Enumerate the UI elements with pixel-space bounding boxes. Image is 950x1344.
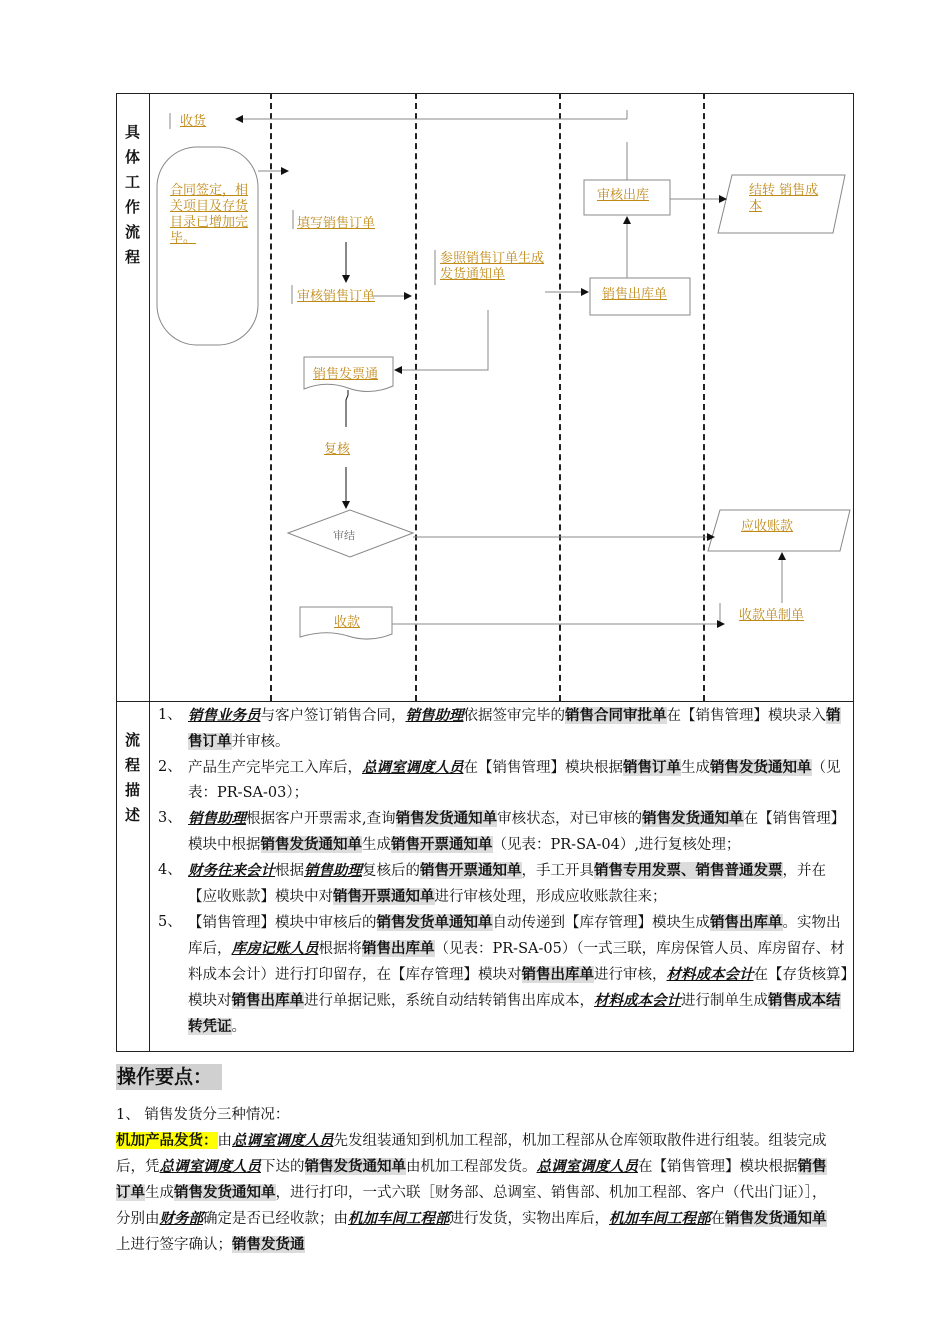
node-receipt-doc: 收款单制单 <box>739 608 805 623</box>
description-side-label: 流 程 描 述 <box>124 731 140 824</box>
list-item: 3、 销售助理根据客户开票需求,查询销售发货通知单审核状态，对已审核的销售发货通知单在【销售管理】模块中根据销售发货通知单生成销售开票通知单（见表：PR-SA-04）,进行复核处理； <box>158 810 846 853</box>
node-fill-order: 填写销售订单 <box>297 216 376 231</box>
section-title: 操作要点： <box>116 1064 222 1090</box>
node-audit-outbound: 审核出库 <box>597 188 650 203</box>
list-item: 1、 销售业务员与客户签订销售合同，销售助理依据签审完毕的销售合同审批单在【销售管理】模块录入销售订单并审核。 <box>158 707 841 750</box>
workflow-side-label: 具 体 工 作 流 程 <box>124 123 140 266</box>
node-receivable: 应收账款 <box>741 519 794 534</box>
list-item: 5、 【销售管理】模块中审核后的销售发货单通知单自动传递到【库存管理】模块生成销售出库单。实物出库后，库房记账人员根据将销售出库单（见表：PR-SA-05）（一式三联，库房保管人员、库房留存、材料成本会计）进行打印留存，在【库存管理】模块对销售出库单进行审核，材料成本会计在【存货核算】模块对销售出库单进行单据记账，系统自动结转销售出库成本，材料成本会计进行制单生成销售成本结转凭证。 <box>158 914 848 1035</box>
operation-notes <box>116 1102 838 1258</box>
paragraph: 1、 销售发货分三种情况： <box>116 1107 290 1123</box>
paragraph: 机加产品发货：由总调室调度人员先发组装通知到机加工程部，机加工程部从仓库领取散件进行组装。组装完成后，凭总调室调度人员下达的销售发货通知单由机加工程部发货。总调室调度人员在【销售管理】模块根据销售订单生成销售发货通知单，进行打印，一式六联［财务部、总调室、销售部、机加工程部、客户（代出门证）］，分别由财务部确定是否已经收款；由机加车间工程部进行发货，实物出库后，机加车间工程部在销售发货通知单上进行签字确认；销售发货通 <box>116 1132 827 1253</box>
node-receive-goods: 收货 <box>180 114 207 129</box>
node-settle: 审结 <box>333 529 355 542</box>
node-recheck: 复核 <box>324 442 351 457</box>
node-invoice: 销售发票通 <box>313 367 379 382</box>
process-description <box>150 703 850 1040</box>
node-gen-notice: 参照销售订单生成发货通知单 <box>440 251 545 282</box>
node-carry-cost: 结转 销售成本 <box>749 183 819 214</box>
list-item: 2、 产品生产完毕完工入库后，总调室调度人员在【销售管理】模块根据销售订单生成销售发货通知单（见表：PR-SA-03）； <box>158 759 841 801</box>
node-collect: 收款 <box>334 615 361 630</box>
node-contract: 合同签定，相关项目及存货目录已增加完毕。 <box>170 183 249 246</box>
node-sales-outbound: 销售出库单 <box>602 287 668 302</box>
node-review-order: 审核销售订单 <box>297 289 376 304</box>
list-item: 4、 财务往来会计根据销售助理复核后的销售开票通知单，手工开具销售专用发票、销售普通发票，并在【应收账款】模块中对销售开票通知单进行审核处理，形成应收账款往来； <box>158 862 826 905</box>
